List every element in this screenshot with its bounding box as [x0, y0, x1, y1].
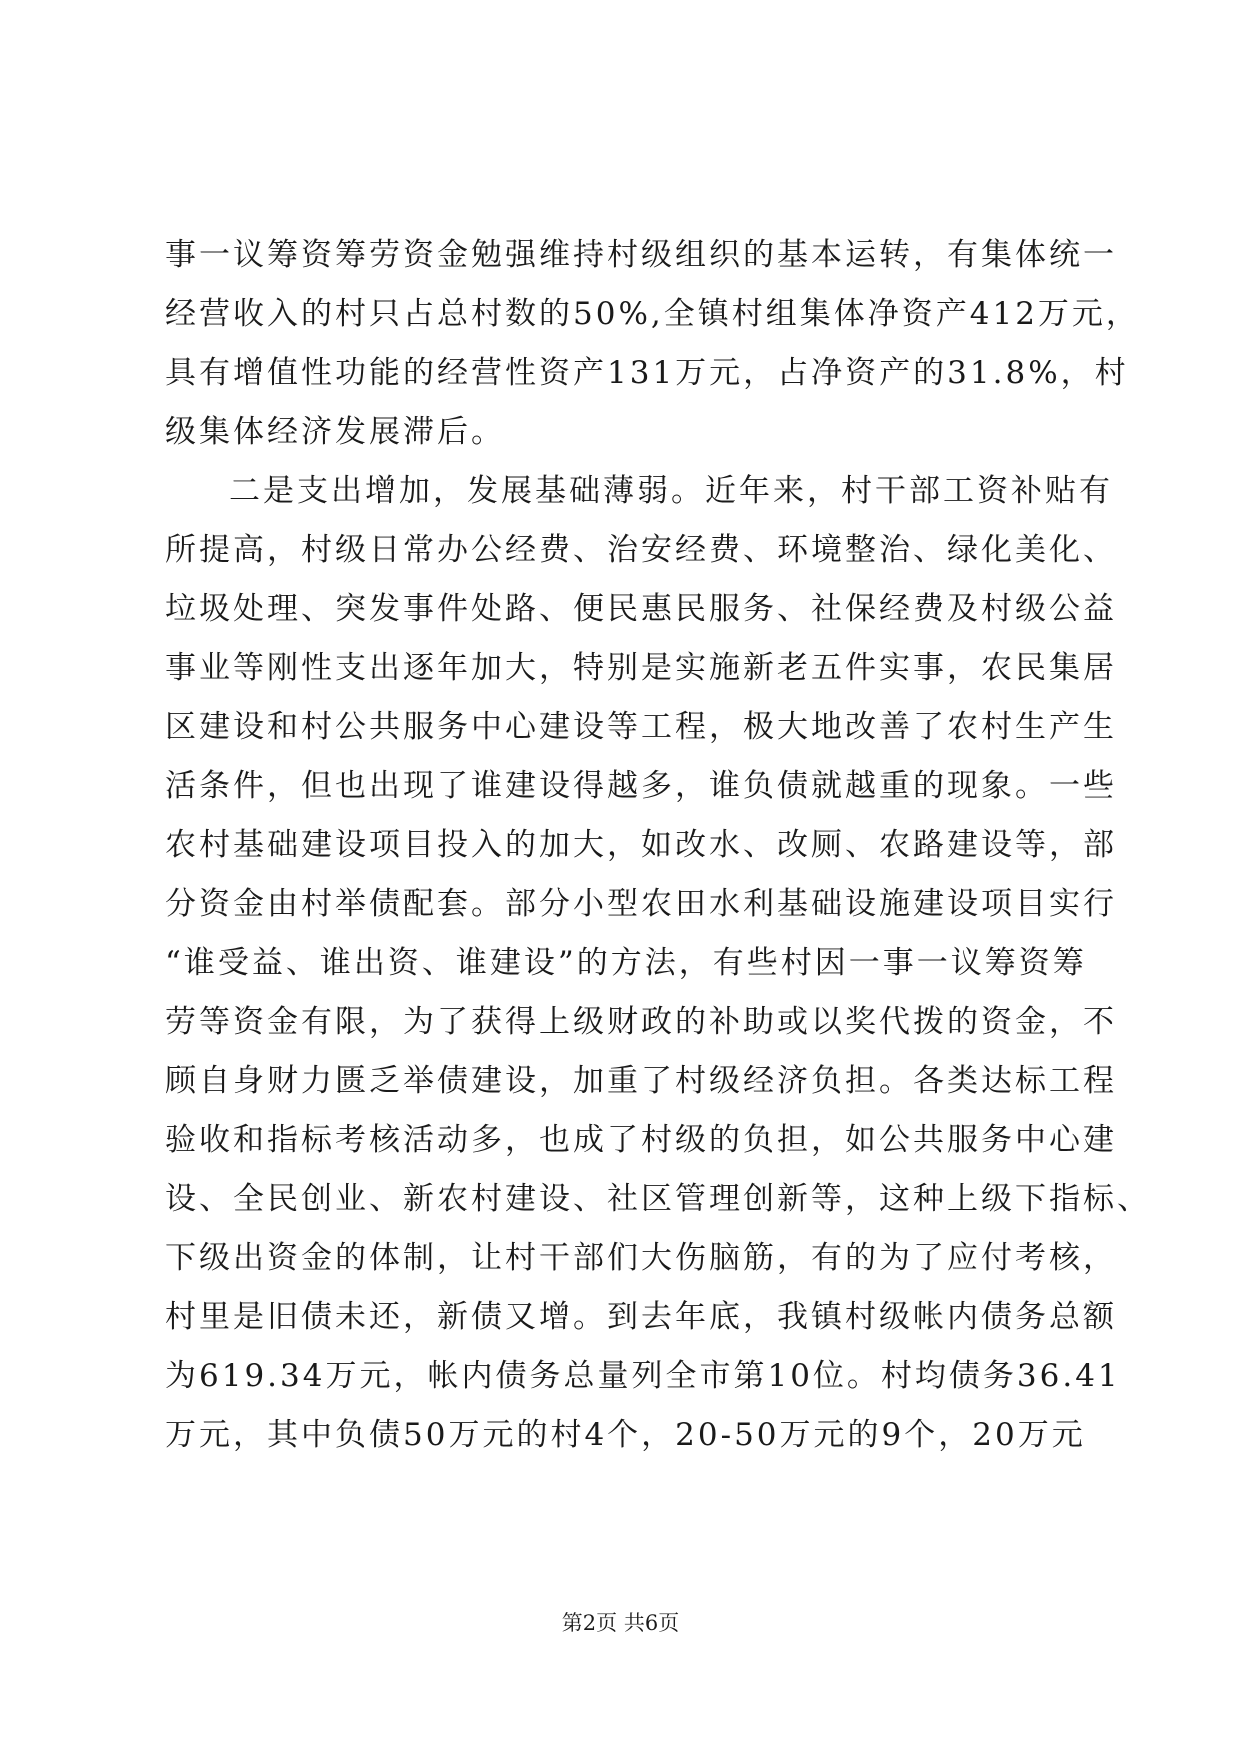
text-line: 验收和指标考核活动多，也成了村级的负担，如公共服务中心建 — [165, 1122, 1117, 1158]
text-line: 垃圾处理、突发事件处路、便民惠民服务、社保经费及村级公益 — [165, 591, 1117, 627]
text-line: 顾自身财力匮乏举债建设，加重了村级经济负担。各类达标工程 — [165, 1063, 1117, 1099]
page-number-label: 第2页 共6页 — [561, 1611, 680, 1635]
text-line: 级集体经济发展滞后。 — [165, 414, 505, 450]
text-line: 所提高，村级日常办公经费、治安经费、环境整治、绿化美化、 — [165, 532, 1117, 568]
text-line: 活条件，但也出现了谁建设得越多，谁负债就越重的现象。一些 — [165, 768, 1117, 804]
text-line: 事一议筹资筹劳资金勉强维持村级组织的基本运转，有集体统一 — [165, 237, 1117, 273]
text-line: 分资金由村举债配套。部分小型农田水利基础设施建设项目实行 — [165, 886, 1117, 922]
text-line: 农村基础建设项目投入的加大，如改水、改厕、农路建设等，部 — [165, 827, 1117, 863]
body-text — [165, 226, 1151, 1465]
text-line: 万元，其中负债50万元的村4个，20-50万元的9个，20万元 — [165, 1417, 1086, 1453]
text-line: “谁受益、谁出资、谁建设”的方法，有些村因一事一议筹资筹 — [165, 945, 1087, 981]
page-footer — [0, 1608, 1241, 1638]
text-line: 区建设和村公共服务中心建设等工程，极大地改善了农村生产生 — [165, 709, 1117, 745]
text-line: 劳等资金有限，为了获得上级财政的补助或以奖代拨的资金，不 — [165, 1004, 1117, 1040]
text-line: 事业等刚性支出逐年加大，特别是实施新老五件实事，农民集居 — [165, 650, 1117, 686]
text-line: 具有增值性功能的经营性资产131万元，占净资产的31.8%，村 — [165, 355, 1129, 391]
paragraph-first-line: 二是支出增加，发展基础薄弱。近年来，村干部工资补贴有 — [229, 473, 1113, 509]
text-line: 下级出资金的体制，让村干部们大伤脑筋，有的为了应付考核， — [165, 1240, 1117, 1276]
text-line: 设、全民创业、新农村建设、社区管理创新等，这种上级下指标、 — [165, 1181, 1151, 1217]
text-line: 经营收入的村只占总村数的50%,全镇村组集体净资产412万元， — [165, 296, 1140, 332]
text-line: 为619.34万元，帐内债务总量列全市第10位。村均债务36.41 — [165, 1358, 1121, 1394]
text-line: 村里是旧债未还，新债又增。到去年底，我镇村级帐内债务总额 — [165, 1299, 1117, 1335]
